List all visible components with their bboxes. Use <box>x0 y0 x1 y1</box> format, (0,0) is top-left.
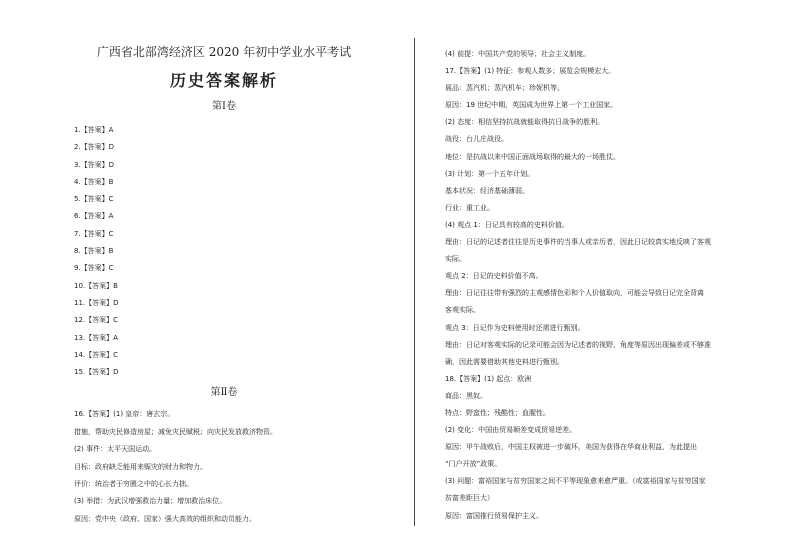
text-line: 18.【答案】(1) 起点：欧洲 <box>445 374 532 383</box>
text-line: (4) 前提：中国共产党的领导；社会主义制度。 <box>445 50 591 58</box>
answer-item: 10.【答案】B <box>74 281 118 290</box>
question-16-block <box>74 406 374 528</box>
text-line: 贫富差距巨大） <box>445 494 494 503</box>
text-line: 17.【答案】(1) 特征：参观人数多；展览会规模宏大。 <box>445 67 616 76</box>
text-line: 商品：黑奴。 <box>445 391 487 400</box>
text-line: 措施，帮助灾民修造房屋；减免灾民赋税；向灾民发放救济物资。 <box>74 427 277 436</box>
text-line: 观点 3：日记作为史料使用时还需进行甄别。 <box>445 323 585 332</box>
text-line: (2) 事件：太平天国运动。 <box>74 445 157 454</box>
left-column <box>74 44 374 528</box>
text-line: 理由：日记对客观实际的记录可能会因为记述者的视野、角度等原因出现偏差或不够准 <box>445 340 711 349</box>
text-line: (2) 态度：相信坚持抗战就能取得抗日战争的胜利。 <box>445 118 605 127</box>
text-line: (2) 变化：中国由贸易顺差变成贸易逆差。 <box>445 426 577 435</box>
right-column <box>445 46 775 525</box>
answer-item: 2.【答案】D <box>74 143 115 152</box>
text-line: 理由：日记的记述者往往是历史事件的当事人或亲历者，因此日记较真实地反映了客观 <box>445 238 711 247</box>
text-line: (3) 举措：为武汉增强救治力量；增加救治床位。 <box>74 497 227 506</box>
section-heading-2: 第Ⅱ卷 <box>210 387 238 399</box>
text-line: 16.【答案】(1) 皇帝：唐玄宗。 <box>74 410 175 419</box>
section-heading-1: 第Ⅰ卷 <box>212 101 236 112</box>
answer-item: 13.【答案】A <box>74 333 118 342</box>
answer-list <box>74 122 374 381</box>
text-line: (4) 观点 1：日记具有较高的史料价值。 <box>445 220 569 229</box>
column-divider <box>414 38 415 526</box>
text-line: “门户开放”政策。 <box>445 460 502 469</box>
answer-item: 12.【答案】C <box>74 316 119 325</box>
text-line: 原因：党中央（政府、国家）强大高效的组织和动员能力。 <box>74 514 256 523</box>
text-line: (3) 计划：第一个五年计划。 <box>445 169 535 178</box>
text-line: 客观实际。 <box>445 306 480 315</box>
text-line: 基本状况：经济基础薄弱。 <box>445 186 529 195</box>
text-line: 地位：是抗战以来中国正面战场取得的最大的一场胜仗。 <box>445 152 620 161</box>
text-line: (3) 问题：富裕国家与贫穷国家之间不平等现象愈来愈严重。（或富裕国家与贫穷国家 <box>445 477 706 486</box>
text-line: 行业：重工业。 <box>445 203 494 212</box>
answer-item: 5.【答案】C <box>74 195 114 204</box>
text-line: 特点：野蛮性；残酷性；血腥性。 <box>445 408 550 417</box>
text-line: 原因：19 世纪中期，英国成为世界上第一个工业国家。 <box>445 101 618 110</box>
answer-item: 7.【答案】C <box>74 229 114 238</box>
answer-item: 3.【答案】D <box>74 160 115 169</box>
answer-item: 6.【答案】A <box>74 212 114 221</box>
text-line: 展品：蒸汽机；蒸汽机车；珍妮机等。 <box>445 84 564 93</box>
page-title: 历史答案解析 <box>169 71 278 90</box>
text-line: 目标：政府缺乏能用来赈灾的财力和物力。 <box>74 462 207 471</box>
exam-title: 广西省北部湾经济区 2020 年初中学业水平考试 <box>96 45 352 59</box>
answer-item: 4.【答案】B <box>74 177 114 186</box>
answer-item: 9.【答案】C <box>74 264 114 273</box>
text-line: 原因：甲午战败后，中国主权被进一步破坏，美国为获得在华商业利益，为此提出 <box>445 443 697 452</box>
text-line: 确，因此需要借助其他史料进行甄别。 <box>445 357 564 366</box>
text-line: 理由：日记往往带有强烈的主观感情色彩和个人价值取向，可能会导致日记完全背离 <box>445 289 704 298</box>
answer-item: 14.【答案】C <box>74 350 119 359</box>
answer-item: 1.【答案】A <box>74 126 114 134</box>
answer-item: 11.【答案】D <box>74 298 119 307</box>
text-line: 原因：富国推行贸易保护主义。 <box>445 511 543 520</box>
text-line: 评价：统治者于穷匮之中的心长力拙。 <box>74 480 193 489</box>
text-line: 观点 2：日记的史料价值不高。 <box>445 272 543 281</box>
text-line: 战役：台儿庄战役。 <box>445 135 508 144</box>
text-line: 实际。 <box>445 255 466 264</box>
answer-item: 15.【答案】D <box>74 368 119 377</box>
answer-item: 8.【答案】B <box>74 247 114 256</box>
